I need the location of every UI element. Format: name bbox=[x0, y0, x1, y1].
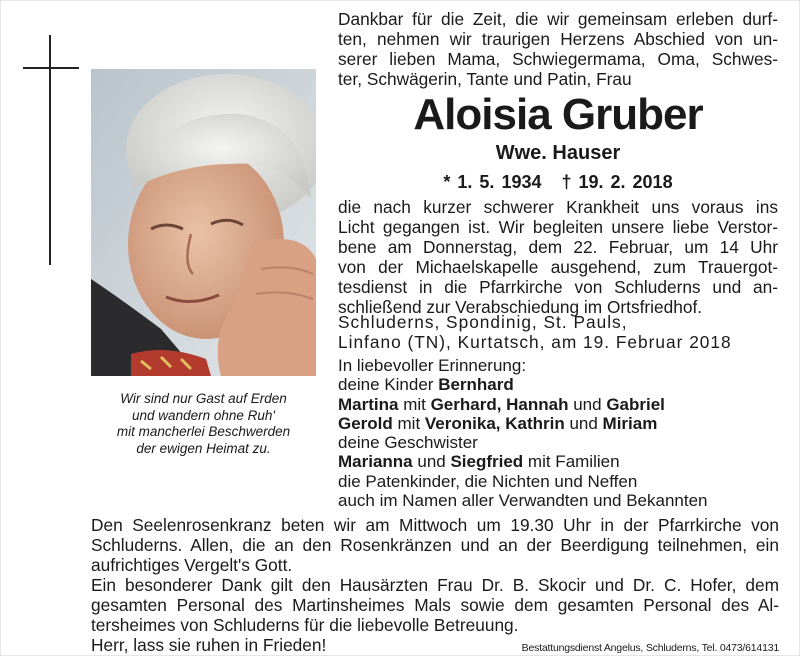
connector: mit Familien bbox=[523, 452, 620, 472]
connector: mit bbox=[392, 413, 425, 433]
child-name: Gerold bbox=[338, 413, 393, 433]
places-line: Linfano (TN), Kurtatsch, am 19. Februar 2018 bbox=[338, 332, 732, 352]
intro-line: ten, nehmen wir traurigen Herzens Abschied von un- bbox=[338, 29, 778, 49]
verse-line: Wir sind nur Gast auf Erden bbox=[120, 391, 287, 406]
portrait-photo bbox=[91, 69, 316, 376]
birth-date: * 1. 5. 1934 bbox=[443, 172, 542, 192]
bottom-line: tersheimes von Schluderns für die liebevolle Betreuung. bbox=[91, 615, 519, 635]
cross-icon-vertical bbox=[49, 35, 51, 265]
body-line: Licht gegangen ist. Wir begleiten unsere liebe Verstor- bbox=[338, 217, 778, 237]
family-names: Gerhard, Hannah bbox=[430, 394, 569, 414]
cross-icon-horizontal bbox=[23, 67, 79, 69]
sibling-name: Siegfried bbox=[450, 452, 524, 472]
connector: und bbox=[412, 452, 451, 472]
sibling-name: Marianna bbox=[338, 452, 413, 472]
family-line bbox=[338, 452, 778, 471]
bottom-line: Ein besonderer Dank gilt den Hausärzten Frau Dr. B. Skocir und Dr. C. Hofer, dem bbox=[91, 575, 779, 595]
body-line: schließend zur Verabschiedung im Ortsfriedhof. bbox=[338, 297, 703, 317]
deceased-name: Aloisia Gruber bbox=[413, 90, 703, 139]
intro-line: Dankbar für die Zeit, die wir gemeinsam erleben durf- bbox=[338, 9, 778, 29]
family-line bbox=[338, 375, 778, 394]
bottom-line: aufrichtiges Vergelt's Gott. bbox=[91, 555, 293, 575]
verse-line: mit mancherlei Beschwerden bbox=[116, 424, 291, 439]
family-names: Gabriel bbox=[606, 394, 665, 414]
siblings-line: deine Geschwister bbox=[338, 433, 478, 453]
children-intro: deine Kinder bbox=[338, 375, 439, 395]
bottom-line: Den Seelenrosenkranz beten wir am Mittwoch um 19.30 Uhr in der Pfarrkirche von bbox=[91, 515, 779, 535]
footer-row bbox=[91, 635, 779, 658]
bottom-line: Schluderns. Allen, die an den Rosenkränzen und an der Beerdigung teilnehmen, ein bbox=[91, 535, 779, 555]
intro-text bbox=[338, 9, 778, 89]
memory-line: In liebevoller Erinnerung: bbox=[338, 356, 527, 375]
connector: und bbox=[564, 413, 603, 433]
widow-name: Wwe. Hauser bbox=[495, 142, 621, 164]
child-name: Bernhard bbox=[438, 375, 514, 395]
godchildren-line: die Patenkinder, die Nichten und Neffen bbox=[338, 471, 638, 491]
mourners-list bbox=[338, 356, 778, 510]
closing-line: Herr, lass sie ruhen in Frieden! bbox=[91, 635, 327, 655]
family-names: Miriam bbox=[602, 413, 658, 433]
intro-line: ter, Schwägerin, Tante und Patin, Frau bbox=[338, 69, 632, 89]
funeral-details bbox=[338, 197, 778, 317]
thanks-section bbox=[91, 515, 779, 658]
bottom-line: gesamten Personal des Martinsheimes Mals sowie dem gesamten Personal des Al- bbox=[91, 595, 779, 615]
life-dates bbox=[338, 171, 778, 193]
family-line bbox=[338, 395, 778, 414]
place-and-date bbox=[338, 312, 778, 352]
body-line: von der Michaelskapelle ausgehend, zum Trauergot- bbox=[338, 257, 778, 277]
family-line bbox=[338, 414, 778, 433]
relatives-line: auch im Namen aller Verwandten und Bekannten bbox=[338, 491, 708, 511]
body-line: tesdienst in die Pfarrkirche von Schluderns und an- bbox=[338, 277, 778, 297]
verse-line: und wandern ohne Ruh' bbox=[132, 407, 275, 423]
verse-line: der ewigen Heimat zu. bbox=[136, 440, 271, 456]
places-line: Schluderns, Spondinig, St. Pauls, bbox=[338, 312, 628, 332]
connector: und bbox=[568, 394, 607, 414]
verse bbox=[91, 391, 316, 457]
death-date: † 19. 2. 2018 bbox=[561, 172, 673, 192]
connector: mit bbox=[398, 394, 431, 414]
child-name: Martina bbox=[338, 394, 399, 414]
intro-line: serer lieben Mama, Schwiegermama, Oma, Schwes- bbox=[338, 49, 778, 69]
body-line: die nach kurzer schwerer Krankheit uns voraus ins bbox=[338, 197, 778, 217]
body-line: bene am Donnerstag, dem 22. Februar, um 14 Uhr bbox=[338, 237, 778, 257]
undertaker-credit: Bestattungsdienst Angelus, Schluderns, Tel. 0473/614131 bbox=[521, 642, 779, 654]
family-names: Veronika, Kathrin bbox=[424, 413, 565, 433]
